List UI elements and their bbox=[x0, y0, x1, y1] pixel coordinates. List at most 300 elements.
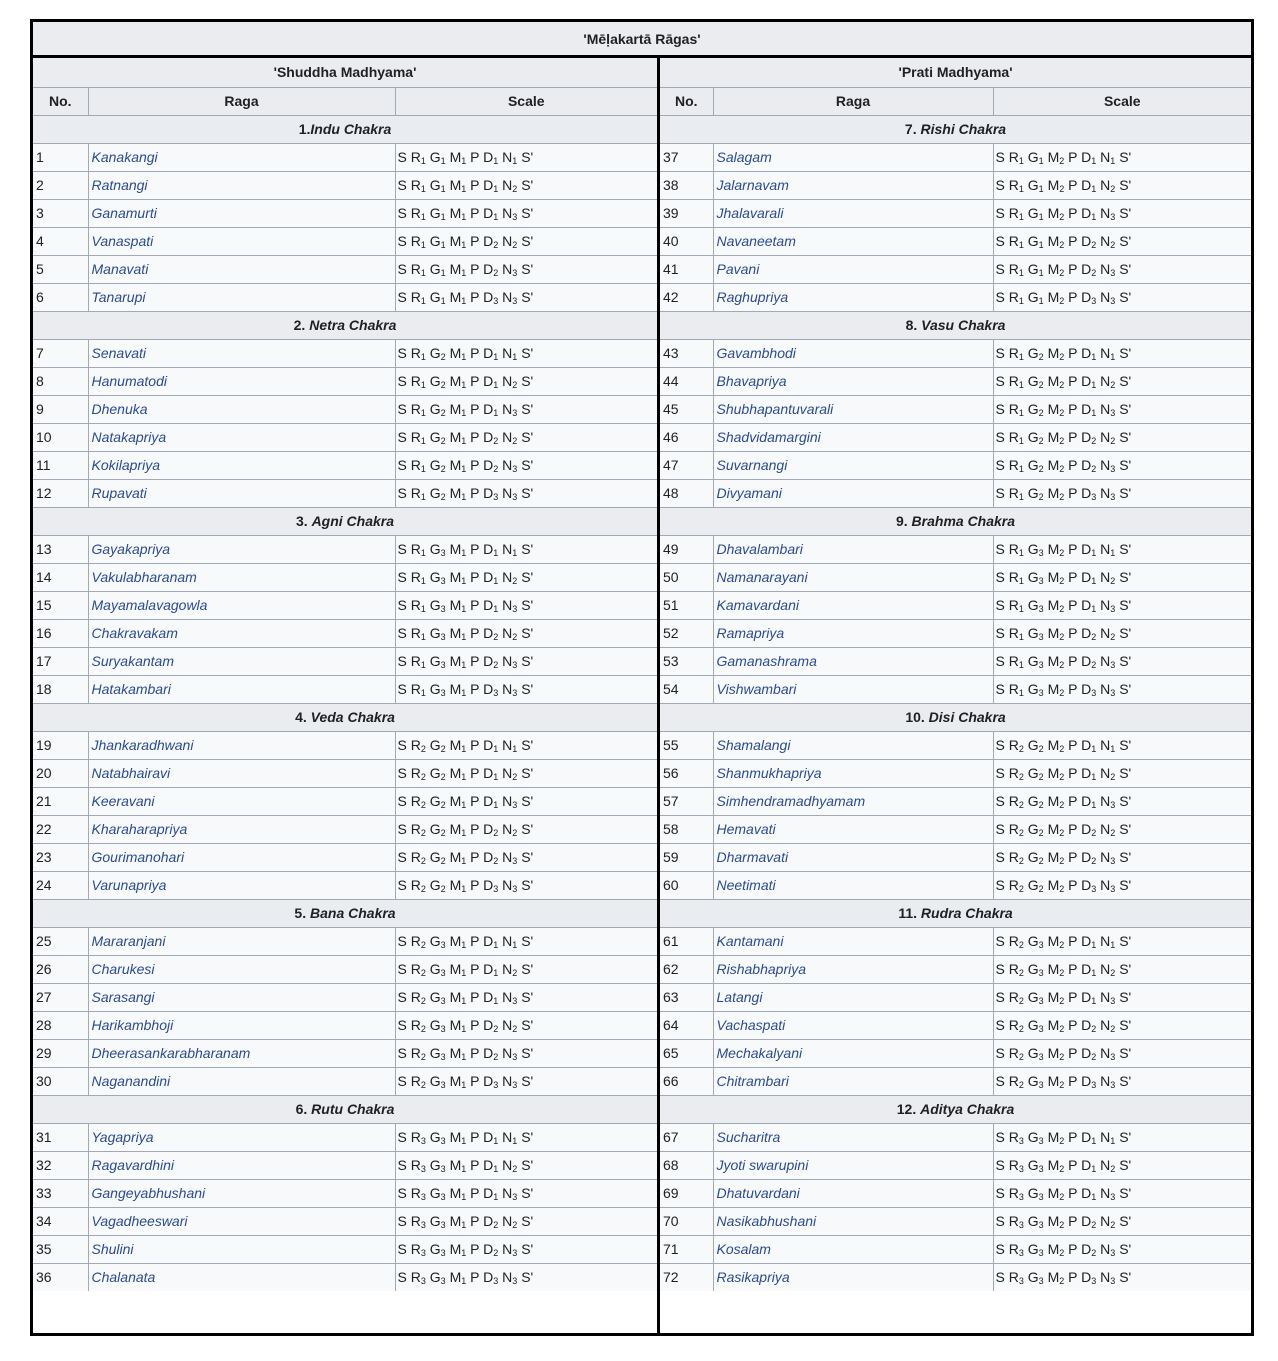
raga-name-link[interactable]: Ganamurti bbox=[91, 205, 157, 221]
raga-name-link[interactable]: Shubhapantuvarali bbox=[716, 401, 834, 417]
table-row bbox=[660, 871, 1251, 899]
raga-scale bbox=[395, 367, 657, 395]
raga-name-link[interactable]: Shadvidamargini bbox=[716, 429, 821, 445]
scale-note: N bbox=[1100, 541, 1111, 557]
scale-note: D bbox=[1081, 541, 1092, 557]
scale-note: R bbox=[410, 1269, 421, 1286]
raga-name-link[interactable]: Gangeyabhushani bbox=[91, 1185, 206, 1201]
table-row bbox=[33, 1263, 657, 1291]
table-row bbox=[33, 815, 657, 843]
scale-note-index: 1 bbox=[1038, 184, 1044, 194]
raga-name-link[interactable]: Dhavalambari bbox=[716, 541, 803, 557]
scale-note-index: 1 bbox=[1018, 268, 1024, 278]
table-row bbox=[33, 591, 657, 619]
raga-name-link[interactable]: Namanarayani bbox=[716, 569, 808, 585]
raga-number: 45 bbox=[660, 395, 713, 423]
scale-note: N bbox=[1100, 1269, 1111, 1286]
scale-note-index: 1 bbox=[1110, 548, 1116, 558]
scale-note: M bbox=[449, 1241, 462, 1257]
scale-note: G bbox=[1027, 793, 1039, 809]
scale-note: P bbox=[1068, 1185, 1078, 1201]
raga-name-link[interactable]: Jhankaradhwani bbox=[91, 737, 194, 753]
raga-name-link[interactable]: Keeravani bbox=[91, 793, 155, 809]
scale-note-index: 3 bbox=[1018, 1136, 1024, 1146]
raga-name-link[interactable]: Vakulabharanam bbox=[91, 569, 197, 585]
scale-note: R bbox=[1008, 877, 1019, 893]
raga-number: 2 bbox=[33, 171, 88, 199]
raga-name-link[interactable]: Ratnangi bbox=[91, 177, 148, 193]
scale-note: N bbox=[1100, 177, 1111, 193]
raga-scale bbox=[395, 927, 657, 955]
scale-note: N bbox=[502, 289, 513, 305]
scale-note-index: 3 bbox=[1110, 604, 1116, 614]
scale-note-index: 2 bbox=[1110, 968, 1116, 978]
scale-note: D bbox=[483, 345, 494, 361]
scale-note: M bbox=[1047, 1129, 1060, 1145]
scale-note-index: 1 bbox=[1091, 408, 1097, 418]
scale-note: R bbox=[1008, 289, 1019, 305]
raga-name-link[interactable]: Simhendramadhyamam bbox=[716, 793, 866, 809]
raga-name-link[interactable]: Kokilapriya bbox=[91, 457, 160, 473]
raga-name-link[interactable]: Nasikabhushani bbox=[716, 1213, 817, 1229]
scale-note: S bbox=[995, 653, 1005, 669]
raga-name-link[interactable]: Salagam bbox=[716, 149, 772, 165]
raga-name-link[interactable]: Navaneetam bbox=[716, 233, 796, 249]
scale-note: N bbox=[1100, 653, 1111, 669]
raga-name-link[interactable]: Jyoti swarupini bbox=[716, 1157, 809, 1173]
scale-note: R bbox=[1008, 821, 1019, 837]
raga-cell bbox=[88, 815, 395, 843]
raga-cell bbox=[88, 1151, 395, 1179]
raga-name-link[interactable]: Vanaspati bbox=[91, 233, 154, 249]
scale-end-note: S' bbox=[1119, 373, 1132, 389]
raga-name-link[interactable]: Rupavati bbox=[91, 485, 147, 501]
table-row bbox=[33, 787, 657, 815]
scale-note-index: 3 bbox=[493, 1276, 499, 1287]
raga-cell bbox=[88, 731, 395, 759]
scale-note: N bbox=[502, 485, 513, 501]
scale-note: S bbox=[995, 1185, 1005, 1201]
scale-note-index: 1 bbox=[493, 800, 499, 810]
scale-note-index: 1 bbox=[493, 352, 499, 362]
raga-name-link[interactable]: Ragavardhini bbox=[91, 1157, 174, 1173]
raga-name-link[interactable]: Mayamalavagowla bbox=[91, 597, 208, 613]
scale-note: M bbox=[449, 765, 462, 781]
scale-note: R bbox=[1008, 1241, 1019, 1257]
scale-note: R bbox=[410, 373, 421, 389]
scale-note: G bbox=[1027, 653, 1039, 669]
scale-note: D bbox=[483, 793, 494, 809]
scale-note-index: 2 bbox=[1059, 184, 1065, 194]
raga-number: 55 bbox=[660, 731, 713, 759]
raga-name-link[interactable]: Gourimanohari bbox=[91, 849, 185, 865]
raga-number: 6 bbox=[33, 283, 88, 311]
raga-number: 9 bbox=[33, 395, 88, 423]
scale-note: N bbox=[502, 541, 513, 557]
raga-cell bbox=[713, 871, 993, 899]
scale-note: M bbox=[449, 961, 462, 977]
raga-name-link[interactable]: Dhenuka bbox=[91, 401, 148, 417]
scale-note: G bbox=[429, 821, 441, 837]
scale-note: R bbox=[1008, 1045, 1019, 1061]
scale-note-index: 1 bbox=[1018, 436, 1024, 446]
scale-note: R bbox=[1008, 485, 1019, 501]
raga-name-link[interactable]: Chakravakam bbox=[91, 625, 178, 641]
scale-note: N bbox=[1100, 681, 1111, 697]
scale-note-index: 1 bbox=[493, 156, 499, 166]
raga-name-link[interactable]: Varunapriya bbox=[91, 877, 167, 893]
raga-name-link[interactable]: Manavati bbox=[91, 261, 149, 277]
scale-note-index: 1 bbox=[493, 380, 499, 390]
raga-name-link[interactable]: Mechakalyani bbox=[716, 1045, 803, 1061]
scale-note-index: 2 bbox=[493, 856, 499, 866]
raga-scale bbox=[993, 339, 1251, 367]
scale-end-note: S' bbox=[521, 569, 534, 585]
raga-cell bbox=[713, 927, 993, 955]
scale-note: S bbox=[397, 653, 407, 669]
raga-cell bbox=[713, 1123, 993, 1151]
chakra-number: 8. bbox=[905, 317, 922, 333]
scale-end-note: S' bbox=[1119, 597, 1132, 613]
scale-note: D bbox=[483, 177, 494, 193]
raga-scale bbox=[993, 1263, 1251, 1291]
raga-name-link[interactable]: Charukesi bbox=[91, 961, 155, 977]
chakra-name: Rudra Chakra bbox=[920, 905, 1013, 921]
raga-name-link[interactable]: Rasikapriya bbox=[716, 1269, 790, 1286]
scale-note: S bbox=[397, 821, 407, 837]
scale-note: G bbox=[429, 1157, 441, 1173]
scale-note-index: 1 bbox=[493, 212, 499, 222]
half-heading: 'Prati Madhyama' bbox=[660, 58, 1251, 87]
raga-name-link[interactable]: Kantamani bbox=[716, 933, 784, 949]
raga-name-link[interactable]: Vachaspati bbox=[716, 1017, 786, 1033]
raga-name-link[interactable]: Naganandini bbox=[91, 1073, 171, 1089]
scale-end-note: S' bbox=[1119, 289, 1132, 305]
scale-note: S bbox=[995, 289, 1005, 305]
raga-name-link[interactable]: Jalarnavam bbox=[716, 177, 789, 193]
scale-note-index: 3 bbox=[440, 1248, 446, 1258]
scale-note-index: 3 bbox=[420, 1276, 426, 1287]
scale-note: M bbox=[449, 597, 462, 613]
scale-note-index: 1 bbox=[493, 772, 499, 782]
scale-end-note: S' bbox=[1119, 793, 1132, 809]
table-row bbox=[660, 1263, 1251, 1291]
raga-name-link[interactable]: Neetimati bbox=[716, 877, 776, 893]
raga-number: 15 bbox=[33, 591, 88, 619]
scale-note: D bbox=[483, 261, 494, 277]
raga-name-link[interactable]: Vagadheeswari bbox=[91, 1213, 188, 1229]
scale-note: D bbox=[1081, 653, 1092, 669]
column-header-row bbox=[33, 87, 657, 115]
scale-note: S bbox=[995, 597, 1005, 613]
table-row bbox=[660, 759, 1251, 787]
chakra-header-row bbox=[33, 311, 657, 339]
scale-note-index: 2 bbox=[1018, 968, 1024, 978]
raga-name-link[interactable]: Bhavapriya bbox=[716, 373, 787, 389]
raga-name-link[interactable]: Harikambhoji bbox=[91, 1017, 174, 1033]
raga-name-link[interactable]: Hanumatodi bbox=[91, 373, 167, 389]
scale-note: M bbox=[449, 681, 462, 697]
scale-note: S bbox=[397, 457, 407, 473]
scale-note-index: 2 bbox=[493, 464, 499, 474]
table-row bbox=[33, 1207, 657, 1235]
scale-note-index: 1 bbox=[461, 436, 467, 446]
raga-name-link[interactable]: Kharaharapriya bbox=[91, 821, 188, 837]
raga-name-link[interactable]: Dharmavati bbox=[716, 849, 789, 865]
table-row bbox=[33, 647, 657, 675]
scale-note: D bbox=[483, 1045, 494, 1061]
scale-note-index: 2 bbox=[1038, 800, 1044, 810]
scale-note-index: 2 bbox=[1018, 884, 1024, 894]
scale-note: G bbox=[429, 373, 441, 389]
scale-note-index: 1 bbox=[420, 380, 426, 390]
scale-note: S bbox=[995, 625, 1005, 641]
scale-note: G bbox=[429, 653, 441, 669]
scale-end-note: S' bbox=[521, 149, 534, 165]
scale-note: S bbox=[397, 1073, 407, 1089]
scale-note: G bbox=[429, 541, 441, 557]
scale-note-index: 2 bbox=[1091, 1220, 1097, 1230]
scale-note: D bbox=[483, 877, 494, 893]
scale-note: M bbox=[1047, 1213, 1060, 1229]
scale-note-index: 2 bbox=[1059, 968, 1065, 978]
raga-cell bbox=[713, 143, 993, 171]
raga-scale bbox=[993, 171, 1251, 199]
scale-note: G bbox=[429, 429, 441, 445]
scale-note: G bbox=[429, 1241, 441, 1257]
scale-note: D bbox=[483, 597, 494, 613]
scale-note-index: 1 bbox=[1091, 968, 1097, 978]
scale-note: G bbox=[1027, 345, 1039, 361]
scale-note: R bbox=[1008, 681, 1019, 697]
scale-end-note: S' bbox=[1119, 821, 1132, 837]
raga-number: 50 bbox=[660, 563, 713, 591]
raga-name-link[interactable]: Jhalavarali bbox=[716, 205, 784, 221]
raga-scale bbox=[395, 423, 657, 451]
scale-note-index: 1 bbox=[440, 184, 446, 194]
scale-note: D bbox=[1081, 569, 1092, 585]
raga-cell bbox=[88, 143, 395, 171]
raga-name-link[interactable]: Latangi bbox=[716, 989, 763, 1005]
raga-name-link[interactable]: Yagapriya bbox=[91, 1129, 154, 1145]
scale-note: G bbox=[429, 261, 441, 277]
raga-number: 71 bbox=[660, 1235, 713, 1263]
scale-note: N bbox=[1100, 149, 1111, 165]
scale-note: P bbox=[470, 625, 480, 641]
scale-end-note: S' bbox=[1119, 737, 1132, 753]
scale-note-index: 2 bbox=[1059, 408, 1065, 418]
scale-note-index: 3 bbox=[1038, 604, 1044, 614]
raga-scale bbox=[395, 563, 657, 591]
scale-note: N bbox=[502, 597, 513, 613]
raga-scale bbox=[993, 647, 1251, 675]
scale-note: P bbox=[1068, 1017, 1078, 1033]
scale-note: D bbox=[1081, 1045, 1092, 1061]
scale-note: R bbox=[410, 233, 421, 249]
scale-note-index: 2 bbox=[1018, 744, 1024, 754]
raga-number: 5 bbox=[33, 255, 88, 283]
scale-end-note: S' bbox=[521, 653, 534, 669]
raga-scale bbox=[993, 1067, 1251, 1095]
raga-name-link[interactable]: Shanmukhapriya bbox=[716, 765, 822, 781]
raga-name-link[interactable]: Kamavardani bbox=[716, 597, 799, 613]
raga-name-link[interactable]: Rishabhapriya bbox=[716, 961, 806, 977]
scale-note: M bbox=[449, 737, 462, 753]
raga-name-link[interactable]: Chitrambari bbox=[716, 1073, 789, 1089]
scale-note: M bbox=[449, 933, 462, 949]
raga-cell bbox=[713, 619, 993, 647]
raga-name-link[interactable]: Shulini bbox=[91, 1241, 134, 1257]
scale-note-index: 2 bbox=[1059, 828, 1065, 838]
scale-end-note: S' bbox=[521, 1241, 534, 1257]
scale-note-index: 3 bbox=[1110, 464, 1116, 474]
raga-cell bbox=[713, 1263, 993, 1291]
raga-name-link[interactable]: Mararanjani bbox=[91, 933, 166, 949]
raga-name-link[interactable]: Shamalangi bbox=[716, 737, 791, 753]
chakra-name: Disi Chakra bbox=[928, 709, 1006, 725]
scale-note: P bbox=[1068, 429, 1078, 445]
raga-scale bbox=[993, 1123, 1251, 1151]
raga-name-link[interactable]: Dheerasankarabharanam bbox=[91, 1045, 251, 1061]
scale-note-index: 2 bbox=[493, 1248, 499, 1258]
scale-note-index: 1 bbox=[461, 296, 467, 306]
scale-note-index: 3 bbox=[512, 856, 518, 866]
raga-cell bbox=[88, 479, 395, 507]
scale-note-index: 3 bbox=[1091, 296, 1097, 306]
scale-note: D bbox=[483, 989, 494, 1005]
scale-end-note: S' bbox=[1119, 541, 1132, 557]
scale-note: N bbox=[502, 373, 513, 389]
scale-note: R bbox=[410, 1185, 421, 1201]
chakra-header-row bbox=[33, 115, 657, 143]
scale-note: M bbox=[449, 401, 462, 417]
scale-note-index: 1 bbox=[440, 156, 446, 166]
raga-scale bbox=[993, 1235, 1251, 1263]
raga-number: 14 bbox=[33, 563, 88, 591]
scale-note-index: 3 bbox=[1110, 1276, 1116, 1287]
scale-note-index: 2 bbox=[1038, 828, 1044, 838]
raga-name-link[interactable]: Natakapriya bbox=[91, 429, 167, 445]
scale-note: S bbox=[397, 1241, 407, 1257]
raga-table bbox=[660, 58, 1251, 1291]
scale-note-index: 3 bbox=[512, 212, 518, 222]
scale-end-note: S' bbox=[521, 849, 534, 865]
scale-note-index: 2 bbox=[1059, 1136, 1065, 1146]
raga-name-link[interactable]: Sucharitra bbox=[716, 1129, 781, 1145]
raga-name-link[interactable]: Gavambhodi bbox=[716, 345, 796, 361]
chakra-number: 1. bbox=[298, 121, 311, 137]
raga-name-link[interactable]: Senavati bbox=[91, 345, 146, 361]
raga-number: 28 bbox=[33, 1011, 88, 1039]
scale-note: R bbox=[1008, 1269, 1019, 1286]
scale-note: R bbox=[410, 961, 421, 977]
raga-name-link[interactable]: Hemavati bbox=[716, 821, 776, 837]
scale-end-note: S' bbox=[521, 205, 534, 221]
scale-note-index: 3 bbox=[1038, 1136, 1044, 1146]
raga-name-link[interactable]: Kosalam bbox=[716, 1241, 771, 1257]
raga-name-link[interactable]: Tanarupi bbox=[91, 289, 146, 305]
raga-name-link[interactable]: Suvarnangi bbox=[716, 457, 788, 473]
raga-number: 52 bbox=[660, 619, 713, 647]
scale-note-index: 2 bbox=[1059, 632, 1065, 642]
raga-cell bbox=[713, 843, 993, 871]
chakra-number: 4. bbox=[295, 709, 311, 725]
table-row bbox=[33, 479, 657, 507]
scale-note-index: 2 bbox=[440, 856, 446, 866]
raga-name-link[interactable]: Dhatuvardani bbox=[716, 1185, 800, 1201]
scale-note-index: 2 bbox=[1038, 744, 1044, 754]
scale-note-index: 2 bbox=[1059, 1024, 1065, 1034]
scale-note-index: 3 bbox=[512, 688, 518, 698]
scale-note: S bbox=[995, 149, 1005, 165]
raga-name-link[interactable]: Divyamani bbox=[716, 485, 782, 501]
raga-name-link[interactable]: Ramapriya bbox=[716, 625, 785, 641]
scale-note: R bbox=[410, 989, 421, 1005]
scale-note-index: 1 bbox=[461, 800, 467, 810]
raga-cell bbox=[88, 535, 395, 563]
table-row bbox=[33, 199, 657, 227]
raga-name-link[interactable]: Sarasangi bbox=[91, 989, 155, 1005]
scale-note-index: 3 bbox=[440, 1192, 446, 1202]
scale-note: G bbox=[1027, 681, 1039, 697]
scale-note: N bbox=[1100, 1213, 1111, 1229]
raga-scale bbox=[395, 871, 657, 899]
chakra-name: Agni Chakra bbox=[311, 513, 395, 529]
scale-note-index: 3 bbox=[440, 1024, 446, 1034]
raga-name-link[interactable]: Chalanata bbox=[91, 1269, 156, 1286]
scale-note: N bbox=[1100, 821, 1111, 837]
scale-note-index: 3 bbox=[420, 1220, 426, 1230]
scale-note: N bbox=[502, 1269, 513, 1286]
scale-note: G bbox=[429, 849, 441, 865]
raga-name-link[interactable]: Gayakapriya bbox=[91, 541, 171, 557]
raga-number: 60 bbox=[660, 871, 713, 899]
raga-scale bbox=[993, 983, 1251, 1011]
scale-note-index: 3 bbox=[420, 1192, 426, 1202]
raga-name-link[interactable]: Kanakangi bbox=[91, 149, 158, 165]
raga-number: 62 bbox=[660, 955, 713, 983]
scale-note-index: 2 bbox=[420, 1080, 426, 1090]
scale-end-note: S' bbox=[521, 1157, 534, 1173]
scale-note: N bbox=[502, 1045, 513, 1061]
scale-note: D bbox=[483, 1213, 494, 1229]
raga-name-link[interactable]: Vishwambari bbox=[716, 681, 797, 697]
scale-end-note: S' bbox=[1119, 1073, 1132, 1089]
scale-note: P bbox=[470, 1073, 480, 1089]
scale-note: P bbox=[1068, 1241, 1078, 1257]
scale-end-note: S' bbox=[1119, 961, 1132, 977]
raga-name-link[interactable]: Pavani bbox=[716, 261, 760, 277]
scale-note: G bbox=[1027, 597, 1039, 613]
scale-note-index: 3 bbox=[440, 996, 446, 1006]
scale-note-index: 1 bbox=[461, 1080, 467, 1090]
raga-name-link[interactable]: Suryakantam bbox=[91, 653, 174, 669]
scale-note: P bbox=[1068, 233, 1078, 249]
chakra-heading bbox=[33, 703, 657, 731]
raga-name-link[interactable]: Hatakambari bbox=[91, 681, 171, 697]
scale-note: D bbox=[483, 233, 494, 249]
scale-note-index: 2 bbox=[493, 268, 499, 278]
scale-note: M bbox=[1047, 541, 1060, 557]
scale-note: R bbox=[410, 681, 421, 697]
scale-note-index: 2 bbox=[512, 1220, 518, 1230]
scale-note-index: 2 bbox=[512, 436, 518, 446]
scale-note-index: 3 bbox=[1038, 1276, 1044, 1287]
raga-name-link[interactable]: Gamanashrama bbox=[716, 653, 817, 669]
raga-name-link[interactable]: Raghupriya bbox=[716, 289, 789, 305]
raga-name-link[interactable]: Natabhairavi bbox=[91, 765, 171, 781]
scale-note: N bbox=[502, 345, 513, 361]
